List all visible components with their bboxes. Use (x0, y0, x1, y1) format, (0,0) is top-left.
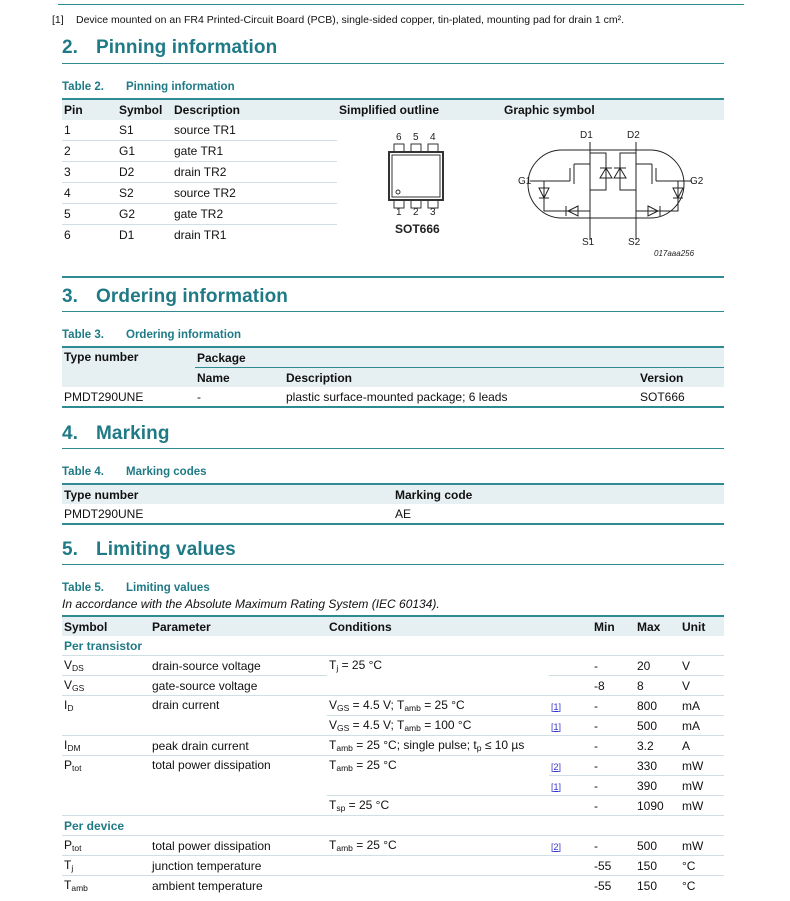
min-cell: - (592, 756, 635, 776)
section-heading-limiting (62, 539, 236, 561)
col-description: Description (172, 99, 337, 120)
parameter-cell: total power dissipation (150, 756, 327, 816)
max-cell: 330 (635, 756, 680, 776)
symbol-cell: $I_{DM}$ (62, 736, 150, 756)
symbol-cell: G1 (117, 141, 172, 162)
parameter-cell: total power dissipation (150, 836, 327, 856)
table-row (62, 876, 724, 896)
min-cell: - (592, 656, 635, 676)
footnote-link[interactable]: [1] (551, 701, 562, 712)
col-pin: Pin (62, 99, 117, 120)
table-row (62, 756, 724, 776)
max-cell: 1090 (635, 796, 680, 816)
svg-text:017aaa256: 017aaa256 (654, 249, 695, 258)
svg-text:4: 4 (430, 132, 436, 143)
table3-caption (62, 329, 241, 341)
min-cell: -55 (592, 856, 635, 876)
max-cell: 390 (635, 776, 680, 796)
table-row (62, 387, 724, 407)
svg-text:D2: D2 (627, 130, 640, 141)
parameter-cell: peak drain current (150, 736, 327, 756)
group-row-per-device: Per device (62, 816, 724, 836)
pin-cell: 2 (62, 141, 117, 162)
max-cell: 3.2 (635, 736, 680, 756)
col-max: Max (635, 616, 680, 636)
section-heading-marking (62, 423, 170, 445)
svg-text:5: 5 (413, 132, 419, 143)
section-rule (62, 564, 724, 565)
max-cell: 500 (635, 836, 680, 856)
section-number: 5. (62, 539, 79, 560)
parameter-cell: gate-source voltage (150, 676, 327, 696)
symbol-cell: $P_{tot}$ (62, 836, 150, 856)
type-number-cell: PMDT290UNE (64, 389, 144, 404)
section-number: 2. (62, 37, 79, 58)
table-number: Table 5. (62, 582, 104, 594)
unit-cell: mW (680, 776, 724, 796)
pin-cell: 1 (62, 120, 117, 141)
col-unit: Unit (680, 616, 724, 636)
svg-text:G1: G1 (518, 176, 532, 187)
desc-cell: gate TR1 (172, 141, 337, 162)
symbol-cell: $T_j$ (62, 856, 150, 876)
mosfet-schematic-icon (502, 120, 722, 270)
marking-code-cell: AE (395, 506, 412, 521)
version-cell: SOT666 (640, 389, 685, 404)
max-cell: 150 (637, 878, 658, 893)
svg-text:3: 3 (430, 207, 436, 218)
symbol-cell: S2 (117, 183, 172, 204)
conditions-cell: $T_{sp} = 25$ °C (327, 796, 549, 816)
unit-cell: mW (680, 756, 724, 776)
symbol-cell: $V_{DS}$ (62, 656, 150, 676)
conditions-cell: $T_{amb} = 25$ °C (327, 756, 549, 796)
desc-cell: source TR2 (172, 183, 337, 204)
footnote-link[interactable]: [2] (551, 761, 562, 772)
limiting-values-table (62, 615, 724, 895)
section-heading-ordering (62, 286, 288, 308)
pin-cell: 5 (62, 204, 117, 225)
parameter-cell: drain-source voltage (150, 656, 327, 676)
conditions-cell: $T_{amb} = 25$ °C; single pulse; $t_p \le 10$ µs (327, 736, 549, 756)
svg-text:G2: G2 (690, 176, 704, 187)
pin-cell: 4 (62, 183, 117, 204)
min-cell: - (592, 776, 635, 796)
col-min: Min (592, 616, 635, 636)
footnote-ref: [1] (52, 14, 64, 26)
symbol-cell: D2 (117, 162, 172, 183)
graphic-symbol-cell (502, 120, 724, 277)
max-cell: 800 (635, 696, 680, 716)
max-cell: 150 (635, 856, 680, 876)
outline-cell (337, 120, 502, 277)
parameter-cell: drain current (150, 696, 327, 736)
top-rule (58, 4, 744, 5)
table-row (62, 836, 724, 856)
min-cell: -8 (592, 676, 635, 696)
footnote-link[interactable]: [2] (551, 841, 562, 852)
svg-text:SOT666: SOT666 (395, 222, 440, 236)
symbol-cell: $P_{tot}$ (62, 756, 150, 816)
unit-cell: A (680, 736, 724, 756)
table-number: Table 3. (62, 329, 104, 341)
table5-caption (62, 582, 210, 594)
description-cell: plastic surface-mounted package; 6 leads (286, 389, 508, 404)
footnote-link[interactable]: [1] (551, 781, 562, 792)
col-description: Description (284, 368, 638, 388)
col-graphic: Graphic symbol (502, 99, 724, 120)
section-title: Pinning information (96, 37, 278, 58)
min-cell: - (592, 696, 635, 716)
col-version: Version (638, 368, 724, 388)
col-type-number: Type number (62, 484, 393, 504)
max-cell: 500 (635, 716, 680, 736)
col-package: Package (195, 347, 724, 368)
parameter-cell: junction temperature (150, 856, 327, 876)
svg-text:D1: D1 (580, 130, 593, 141)
conditions-cell: $V_{GS} = 4.5$ V; $T_{amb} = 100$ °C (327, 716, 549, 736)
table-row (62, 504, 724, 524)
min-cell: - (592, 736, 635, 756)
unit-cell: V (680, 656, 724, 676)
symbol-cell: D1 (119, 228, 135, 242)
table-row (62, 856, 724, 876)
section-heading-pinning (62, 37, 277, 59)
desc-cell: drain TR1 (174, 228, 227, 242)
svg-text:2: 2 (413, 207, 419, 218)
unit-cell: °C (682, 878, 696, 893)
conditions-cell: $V_{GS} = 4.5$ V; $T_{amb} = 25$ °C (327, 696, 549, 716)
min-cell: -55 (594, 878, 612, 893)
min-cell: - (592, 836, 635, 856)
section-number: 4. (62, 423, 79, 444)
footnote-text: Device mounted on an FR4 Printed-Circuit Board (PCB), single-sided copper, tin-plated, mounting pad for drain 1 cm². (76, 14, 625, 26)
svg-text:S2: S2 (628, 237, 641, 248)
col-type-number: Type number (62, 347, 195, 387)
group-row-per-transistor: Per transistor (62, 636, 724, 656)
table-row (62, 696, 724, 716)
min-cell: - (592, 796, 635, 816)
svg-text:6: 6 (396, 132, 402, 143)
section-number: 3. (62, 286, 79, 307)
table5-subtitle: In accordance with the Absolute Maximum Rating System (IEC 60134). (62, 597, 440, 611)
desc-cell: drain TR2 (172, 162, 337, 183)
col-symbol: Symbol (62, 616, 150, 636)
table-row (62, 736, 724, 756)
section-rule (62, 448, 724, 449)
symbol-cell: $T_{amb}$ (64, 878, 88, 893)
desc-cell: gate TR2 (172, 204, 337, 225)
table4-caption (62, 466, 207, 478)
conditions-cell: $T_{amb} = 25$ °C (327, 836, 549, 856)
pin-cell: 3 (62, 162, 117, 183)
col-parameter: Parameter (150, 616, 327, 636)
unit-cell: mW (680, 836, 724, 856)
unit-cell: mA (680, 716, 724, 736)
table2-caption (62, 81, 235, 93)
section-rule (62, 311, 724, 312)
table-number: Table 4. (62, 466, 104, 478)
section-title: Ordering information (96, 286, 288, 307)
unit-cell: V (680, 676, 724, 696)
pin-cell: 6 (64, 228, 71, 242)
max-cell: 8 (635, 676, 680, 696)
table-title: Ordering information (126, 329, 241, 341)
section-rule (62, 63, 724, 64)
col-conditions: Conditions (327, 616, 549, 636)
table-title: Marking codes (126, 466, 207, 478)
col-marking-code: Marking code (393, 484, 724, 504)
unit-cell: °C (680, 856, 724, 876)
unit-cell: mA (680, 696, 724, 716)
table-title: Limiting values (126, 582, 210, 594)
svg-text:1: 1 (396, 207, 402, 218)
col-name: Name (195, 368, 284, 388)
footnote-link[interactable]: [1] (551, 721, 562, 732)
table-number: Table 2. (62, 81, 104, 93)
table-row (62, 120, 724, 141)
type-number-cell: PMDT290UNE (64, 506, 144, 521)
symbol-cell: G2 (117, 204, 172, 225)
sot666-outline-icon (337, 120, 497, 270)
unit-cell: mW (680, 796, 724, 816)
section-title: Marking (96, 423, 170, 444)
desc-cell: source TR1 (172, 120, 337, 141)
parameter-cell: ambient temperature (152, 878, 263, 893)
pinning-table (62, 98, 724, 278)
min-cell: - (592, 716, 635, 736)
svg-text:S1: S1 (582, 237, 595, 248)
symbol-cell: $V_{GS}$ (62, 676, 150, 696)
table-row (62, 656, 724, 676)
footnote (52, 14, 624, 26)
symbol-cell: $I_D$ (62, 696, 150, 736)
conditions-cell: $T_j = 25$ °C (327, 656, 549, 696)
ordering-table (62, 346, 724, 408)
col-outline: Simplified outline (337, 99, 502, 120)
symbol-cell: S1 (117, 120, 172, 141)
col-symbol: Symbol (117, 99, 172, 120)
max-cell: 20 (635, 656, 680, 676)
table-title: Pinning information (126, 81, 235, 93)
section-title: Limiting values (96, 539, 236, 560)
marking-table (62, 483, 724, 525)
name-cell: - (197, 389, 201, 404)
